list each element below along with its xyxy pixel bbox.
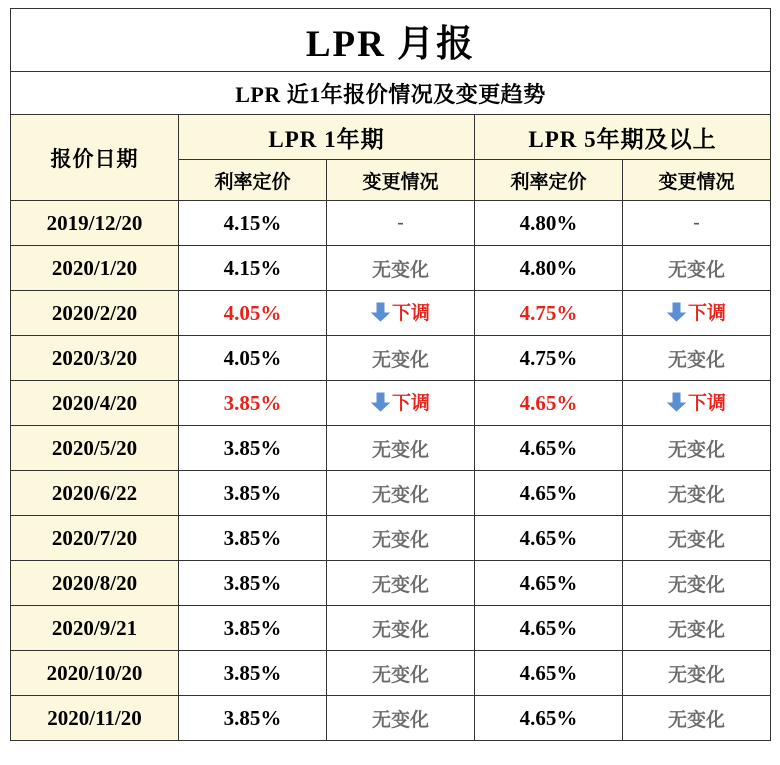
cell-rate-5y: 4.65% bbox=[475, 696, 623, 741]
change-label: 无变化 bbox=[668, 439, 726, 461]
table-row bbox=[11, 471, 771, 516]
change-label: 无变化 bbox=[371, 664, 429, 686]
cell-rate-1y: 3.85% bbox=[179, 606, 327, 651]
cell-rate-1y: 3.85% bbox=[179, 651, 327, 696]
cell-rate-1y: 4.15% bbox=[179, 201, 327, 246]
cell-date: 2019/12/20 bbox=[11, 201, 179, 246]
cell-date: 2020/9/21 bbox=[11, 606, 179, 651]
cell-change-5y bbox=[623, 561, 771, 606]
cell-date: 2020/11/20 bbox=[11, 696, 179, 741]
change-label: 无变化 bbox=[371, 619, 429, 641]
cell-date: 2020/4/20 bbox=[11, 381, 179, 426]
cell-rate-5y: 4.65% bbox=[475, 426, 623, 471]
page-subtitle: LPR 近1年报价情况及变更趋势 bbox=[11, 72, 771, 115]
cell-rate-1y: 4.15% bbox=[179, 246, 327, 291]
cell-change-5y bbox=[623, 516, 771, 561]
cell-rate-1y: 4.05% bbox=[179, 291, 327, 336]
data-rows bbox=[11, 201, 771, 741]
change-label: 无变化 bbox=[668, 574, 726, 596]
cell-change-5y bbox=[623, 696, 771, 741]
cell-change-1y bbox=[327, 651, 475, 696]
change-label: 无变化 bbox=[371, 709, 429, 731]
cell-rate-5y: 4.65% bbox=[475, 561, 623, 606]
cell-change-1y bbox=[327, 606, 475, 651]
header-rate-1y: 利率定价 bbox=[179, 160, 327, 201]
cell-change-5y bbox=[623, 246, 771, 291]
subtitle-row bbox=[11, 72, 771, 115]
header-group-5y: LPR 5年期及以上 bbox=[475, 115, 771, 160]
change-label: 无变化 bbox=[668, 259, 726, 281]
table-row bbox=[11, 516, 771, 561]
cell-date: 2020/8/20 bbox=[11, 561, 179, 606]
cell-change-1y bbox=[327, 291, 475, 336]
cell-change-5y bbox=[623, 426, 771, 471]
cell-change-5y bbox=[623, 336, 771, 381]
change-label: 无变化 bbox=[371, 574, 429, 596]
cell-change-1y bbox=[327, 336, 475, 381]
change-label: 无变化 bbox=[668, 619, 726, 641]
cell-rate-5y: 4.65% bbox=[475, 471, 623, 516]
cell-date: 2020/5/20 bbox=[11, 426, 179, 471]
cell-rate-5y: 4.75% bbox=[475, 291, 623, 336]
change-label: 下调 bbox=[391, 303, 430, 324]
change-label: 无变化 bbox=[371, 529, 429, 551]
change-label: 无变化 bbox=[371, 484, 429, 506]
change-label: 下调 bbox=[688, 303, 727, 324]
table-row bbox=[11, 246, 771, 291]
cell-rate-5y: 4.65% bbox=[475, 606, 623, 651]
cell-rate-5y: 4.80% bbox=[475, 246, 623, 291]
cell-change-5y bbox=[623, 651, 771, 696]
header-change-5y: 变更情况 bbox=[623, 160, 771, 201]
table-row bbox=[11, 291, 771, 336]
table-row bbox=[11, 606, 771, 651]
cell-change-5y bbox=[623, 291, 771, 336]
title-row bbox=[11, 9, 771, 72]
cell-change-1y bbox=[327, 381, 475, 426]
change-label: 无变化 bbox=[668, 484, 726, 506]
cell-date: 2020/3/20 bbox=[11, 336, 179, 381]
table-row bbox=[11, 381, 771, 426]
change-label: 下调 bbox=[391, 393, 430, 414]
table-row bbox=[11, 651, 771, 696]
change-label: - bbox=[397, 212, 404, 233]
cell-date: 2020/7/20 bbox=[11, 516, 179, 561]
down-arrow-icon bbox=[667, 392, 686, 418]
cell-rate-5y: 4.75% bbox=[475, 336, 623, 381]
change-label: 下调 bbox=[688, 393, 727, 414]
cell-change-1y bbox=[327, 471, 475, 516]
cell-change-1y bbox=[327, 561, 475, 606]
header-change-1y: 变更情况 bbox=[327, 160, 475, 201]
change-label: - bbox=[693, 212, 700, 233]
header-row-groups bbox=[11, 115, 771, 160]
cell-rate-1y: 3.85% bbox=[179, 381, 327, 426]
cell-rate-5y: 4.65% bbox=[475, 381, 623, 426]
table-row bbox=[11, 561, 771, 606]
table-row bbox=[11, 696, 771, 741]
change-label: 无变化 bbox=[371, 439, 429, 461]
header-group-1y: LPR 1年期 bbox=[179, 115, 475, 160]
change-label: 无变化 bbox=[668, 529, 726, 551]
cell-date: 2020/2/20 bbox=[11, 291, 179, 336]
change-label: 无变化 bbox=[371, 259, 429, 281]
table-row bbox=[11, 336, 771, 381]
change-label: 无变化 bbox=[668, 709, 726, 731]
cell-rate-1y: 4.05% bbox=[179, 336, 327, 381]
cell-rate-5y: 4.65% bbox=[475, 516, 623, 561]
cell-change-5y bbox=[623, 471, 771, 516]
cell-change-5y bbox=[623, 606, 771, 651]
cell-rate-1y: 3.85% bbox=[179, 516, 327, 561]
cell-date: 2020/6/22 bbox=[11, 471, 179, 516]
cell-rate-5y: 4.80% bbox=[475, 201, 623, 246]
cell-change-5y bbox=[623, 201, 771, 246]
table-row bbox=[11, 201, 771, 246]
cell-rate-1y: 3.85% bbox=[179, 561, 327, 606]
down-arrow-icon bbox=[371, 392, 390, 418]
cell-change-1y bbox=[327, 246, 475, 291]
cell-rate-1y: 3.85% bbox=[179, 426, 327, 471]
page-title: LPR 月报 bbox=[11, 9, 771, 72]
header-date: 报价日期 bbox=[11, 115, 179, 201]
down-arrow-icon bbox=[667, 302, 686, 328]
cell-change-1y bbox=[327, 201, 475, 246]
lpr-table bbox=[10, 8, 771, 741]
cell-change-1y bbox=[327, 426, 475, 471]
change-label: 无变化 bbox=[668, 664, 726, 686]
change-label: 无变化 bbox=[668, 349, 726, 371]
cell-change-1y bbox=[327, 516, 475, 561]
table-body bbox=[11, 9, 771, 201]
header-rate-5y: 利率定价 bbox=[475, 160, 623, 201]
cell-change-1y bbox=[327, 696, 475, 741]
cell-date: 2020/10/20 bbox=[11, 651, 179, 696]
cell-date: 2020/1/20 bbox=[11, 246, 179, 291]
cell-rate-1y: 3.85% bbox=[179, 471, 327, 516]
cell-rate-5y: 4.65% bbox=[475, 651, 623, 696]
table-row bbox=[11, 426, 771, 471]
change-label: 无变化 bbox=[371, 349, 429, 371]
cell-change-5y bbox=[623, 381, 771, 426]
down-arrow-icon bbox=[371, 302, 390, 328]
cell-rate-1y: 3.85% bbox=[179, 696, 327, 741]
